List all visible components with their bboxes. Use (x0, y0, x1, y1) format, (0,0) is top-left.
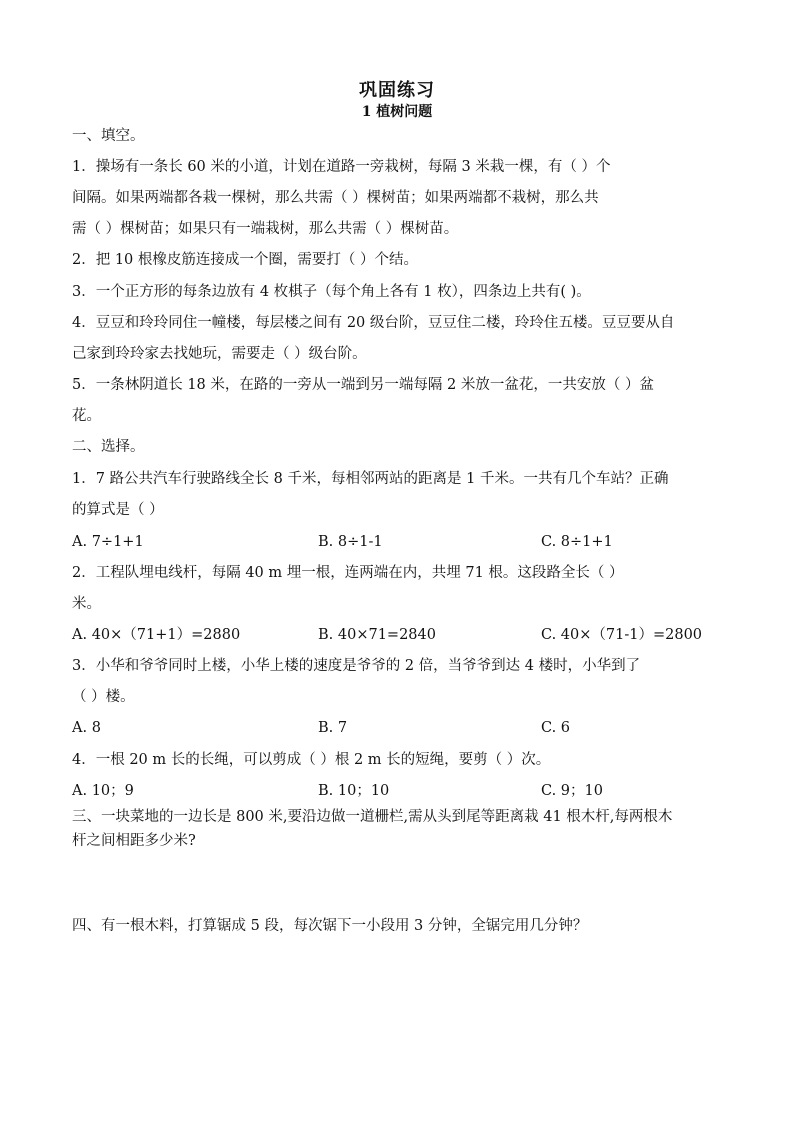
fill-q1-line2: 间隔。如果两端都各栽一棵树，那么共需（ ）棵树苗；如果两端都不栽树，那么共 (72, 190, 599, 206)
choice-q3-line1: 3．小华和爷爷同时上楼，小华上楼的速度是爷爷的 2 倍，当爷爷到达 4 楼时，小华到了 (72, 658, 641, 674)
choice-q1-option-b: B. 8÷1-1 (318, 534, 383, 550)
choice-q2-line2: 米。 (72, 596, 101, 612)
section-3-line2: 杆之间相距多少米? (72, 833, 196, 849)
section-3-line1: 三、一块菜地的一边长是 800 米,要沿边做一道栅栏,需从头到尾等距离栽 41 根木杆,每两根木 (72, 809, 673, 825)
choice-q4-option-a: A. 10；9 (72, 783, 134, 799)
choice-q3-option-a: A. 8 (72, 720, 101, 736)
choice-q3-option-b: B. 7 (318, 720, 348, 736)
fill-q4-line2: 己家到玲玲家去找她玩，需要走（ ）级台阶。 (72, 346, 367, 362)
choice-q2-option-a: A. 40×（71+1）=2880 (72, 627, 241, 643)
section-2-heading: 二、选择。 (72, 439, 145, 455)
section-4-line1: 四、有一根木料，打算锯成 5 段，每次锯下一小段用 3 分钟，全锯完用几分钟？ (72, 918, 588, 934)
choice-q4-option-c: C. 9；10 (541, 783, 603, 799)
fill-q5-line1: 5．一条林阴道长 18 米，在路的一旁从一端到另一端每隔 2 米放一盆花，一共安放（ ）盆 (72, 377, 654, 393)
choice-q3-option-c: C. 6 (541, 720, 571, 736)
fill-q1-line1: 1．操场有一条长 60 米的小道，计划在道路一旁栽树，每隔 3 米栽一棵，有（ ）个 (72, 159, 611, 175)
choice-q1-option-a: A. 7÷1+1 (72, 534, 144, 550)
page-subtitle: 1 植树问题 (361, 104, 433, 120)
fill-q1-line3: 需（ ）棵树苗；如果只有一端栽树，那么共需（ ）棵树苗。 (72, 221, 459, 237)
choice-q1-line2: 的算式是（ ） (72, 502, 164, 518)
page-title: 巩固练习 (359, 80, 435, 101)
choice-q2-option-c: C. 40×（71-1）=2800 (541, 627, 703, 643)
fill-q3: 3．一个正方形的每条边放有 4 枚棋子（每个角上各有 1 枚），四条边上共有( )。 (72, 284, 591, 300)
fill-q4-line1: 4．豆豆和玲玲同住一幢楼，每层楼之间有 20 级台阶，豆豆住二楼，玲玲住五楼。豆豆要从自 (72, 315, 675, 331)
fill-q5-line2: 花。 (72, 408, 101, 424)
choice-q1-line1: 1．7 路公共汽车行驶路线全长 8 千米，每相邻两站的距离是 1 千米。一共有几个车站？正确 (72, 471, 669, 487)
fill-q2: 2．把 10 根橡皮筋连接成一个圈，需要打（ ）个结。 (72, 252, 419, 268)
choice-q4-option-b: B. 10；10 (318, 783, 390, 799)
section-1-heading: 一、填空。 (72, 128, 145, 144)
choice-q3-line2: （ ）楼。 (72, 689, 135, 705)
choice-q1-option-c: C. 8÷1+1 (541, 534, 613, 550)
choice-q2-line1: 2．工程队埋电线杆，每隔 40 m 埋一根，连两端在内，共埋 71 根。这段路全长（ ） (72, 565, 624, 581)
choice-q4-line1: 4．一根 20 m 长的长绳，可以剪成（ ）根 2 m 长的短绳，要剪（ ）次。 (72, 752, 551, 768)
choice-q2-option-b: B. 40×71=2840 (318, 627, 436, 643)
